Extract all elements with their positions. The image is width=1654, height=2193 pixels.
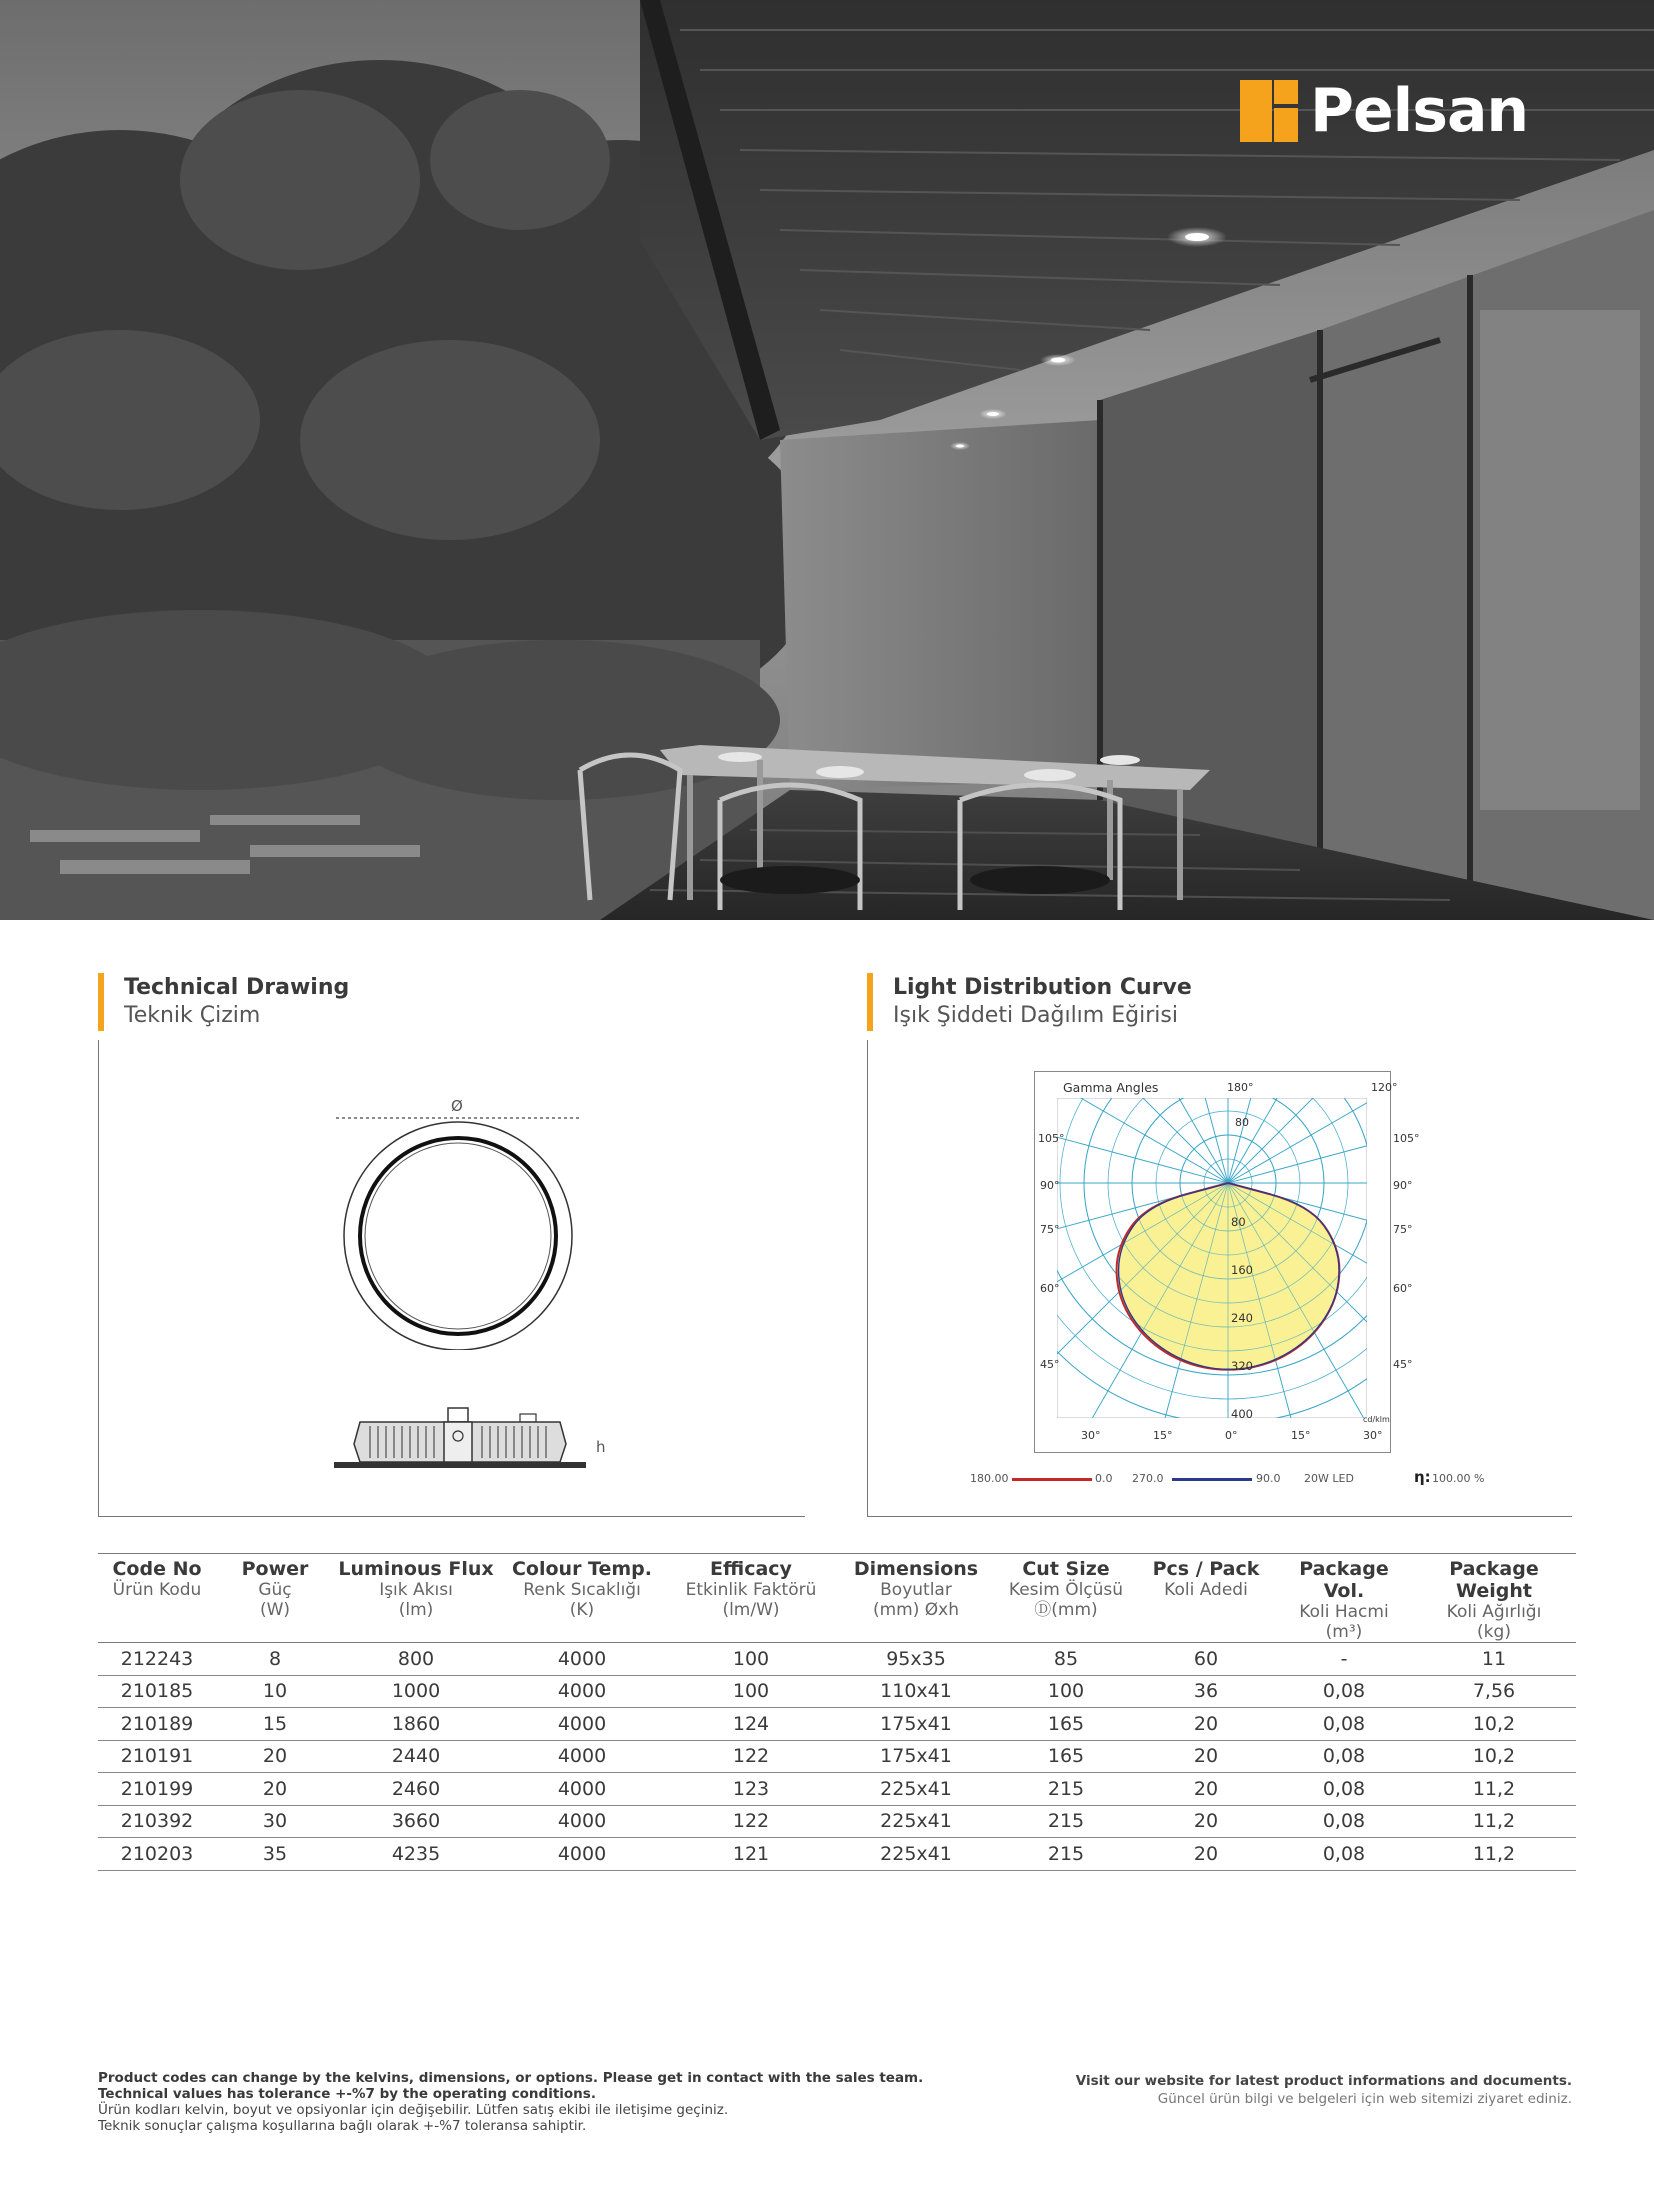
radial-value-240: 240 xyxy=(1231,1311,1253,1325)
angle-top-120: 120° xyxy=(1371,1081,1398,1094)
column-header-en: Code No xyxy=(112,1558,202,1580)
table-cell: 0,08 xyxy=(1276,1740,1412,1773)
angle-bottom-15-right: 15° xyxy=(1291,1429,1311,1442)
column-header xyxy=(98,1554,216,1643)
legend-blue-start: 270.0 xyxy=(1132,1472,1164,1485)
table-cell: 210189 xyxy=(98,1708,216,1741)
column-header-en: Colour Temp. xyxy=(511,1558,652,1580)
table-row xyxy=(98,1805,1576,1838)
angle-right-45: 45° xyxy=(1393,1358,1413,1371)
radial-value-400: 400 xyxy=(1231,1407,1253,1421)
column-header-en: Power xyxy=(241,1558,309,1580)
table-cell: 800 xyxy=(334,1643,498,1676)
column-header-tr: Boyutlar xyxy=(880,1580,952,1600)
angle-bottom-30-right: 30° xyxy=(1363,1429,1383,1442)
column-header-en: Package Vol. xyxy=(1299,1558,1389,1602)
table-cell: 175x41 xyxy=(836,1708,996,1741)
table-cell: 20 xyxy=(1136,1838,1276,1871)
table-cell: 7,56 xyxy=(1412,1675,1576,1708)
footer-disclaimer xyxy=(98,2070,998,2134)
table-cell: 165 xyxy=(996,1708,1136,1741)
table-cell: 20 xyxy=(1136,1708,1276,1741)
table-cell: 20 xyxy=(216,1740,334,1773)
table-cell: 2460 xyxy=(334,1773,498,1806)
footer-website-note xyxy=(980,2072,1572,2108)
column-header xyxy=(836,1554,996,1643)
column-header-en: Dimensions xyxy=(853,1558,979,1580)
table-row xyxy=(98,1675,1576,1708)
spec-table-body xyxy=(98,1643,1576,1871)
table-cell: 8 xyxy=(216,1643,334,1676)
table-cell: 0,08 xyxy=(1276,1805,1412,1838)
table-cell: 210199 xyxy=(98,1773,216,1806)
column-header-tr: Renk Sıcaklığı xyxy=(523,1580,641,1600)
table-cell: 10,2 xyxy=(1412,1740,1576,1773)
footer-website-en: Visit our website for latest product informations and documents. xyxy=(1075,2073,1572,2089)
legend-blue-line xyxy=(1172,1478,1252,1481)
angle-bottom-30-left: 30° xyxy=(1081,1429,1101,1442)
table-cell: 0,08 xyxy=(1276,1773,1412,1806)
angle-left-105: 105° xyxy=(1038,1132,1065,1145)
column-header-unit: (m³) xyxy=(1325,1622,1363,1642)
technical-drawing-side-view xyxy=(330,1400,590,1475)
table-cell: 2440 xyxy=(334,1740,498,1773)
column-header-tr: Işık Akısı xyxy=(379,1580,453,1600)
column-header-tr: Koli Adedi xyxy=(1164,1580,1248,1600)
table-cell: 4000 xyxy=(498,1740,666,1773)
table-cell: 122 xyxy=(666,1805,836,1838)
table-cell: 225x41 xyxy=(836,1805,996,1838)
pelsan-logo xyxy=(1240,78,1528,144)
column-header xyxy=(1276,1554,1412,1643)
polar-legend xyxy=(960,1470,1520,1490)
column-header-tr: Kesim Ölçüsü xyxy=(1008,1580,1124,1600)
table-cell: 4235 xyxy=(334,1838,498,1871)
angle-right-90: 90° xyxy=(1393,1179,1413,1192)
section-accent-bar xyxy=(98,973,104,1031)
unit-label: cd/klm xyxy=(1363,1415,1390,1424)
top-ring-value: 80 xyxy=(1235,1116,1249,1129)
legend-red-end: 0.0 xyxy=(1095,1472,1113,1485)
table-cell: 123 xyxy=(666,1773,836,1806)
table-row xyxy=(98,1708,1576,1741)
column-header xyxy=(996,1554,1136,1643)
polar-chart xyxy=(1035,1072,1389,1451)
angle-right-105: 105° xyxy=(1393,1132,1420,1145)
table-cell: 4000 xyxy=(498,1643,666,1676)
footer-en-line-2: Technical values has tolerance +-%7 by the operating conditions. xyxy=(98,2086,596,2102)
table-cell: 35 xyxy=(216,1838,334,1871)
column-header-tr: Ürün Kodu xyxy=(112,1580,202,1600)
pelsan-logo-mark-icon xyxy=(1240,80,1298,142)
table-cell: 100 xyxy=(666,1675,836,1708)
table-cell: 210185 xyxy=(98,1675,216,1708)
table-cell: 225x41 xyxy=(836,1773,996,1806)
table-row xyxy=(98,1643,1576,1676)
table-cell: 210392 xyxy=(98,1805,216,1838)
column-header-en: Pcs / Pack xyxy=(1152,1558,1260,1580)
table-cell: 36 xyxy=(1136,1675,1276,1708)
column-header xyxy=(216,1554,334,1643)
legend-red-line xyxy=(1012,1478,1092,1481)
table-cell: 4000 xyxy=(498,1675,666,1708)
footer-tr-line-2: Teknik sonuçlar çalışma koşullarına bağlı olarak +-%7 toleransa sahiptir. xyxy=(98,2118,587,2134)
table-row xyxy=(98,1773,1576,1806)
angle-left-90: 90° xyxy=(1040,1179,1060,1192)
angle-left-60: 60° xyxy=(1040,1282,1060,1295)
gamma-angles-label: Gamma Angles xyxy=(1063,1080,1159,1095)
light-curve-title: Light Distribution Curve xyxy=(893,975,1192,1000)
radial-value-160: 160 xyxy=(1231,1263,1253,1277)
legend-eta-value: 100.00 % xyxy=(1432,1472,1485,1485)
angle-bottom-15-left: 15° xyxy=(1153,1429,1173,1442)
column-header-unit: (W) xyxy=(259,1600,291,1620)
table-cell: 100 xyxy=(996,1675,1136,1708)
column-header-en: Efficacy xyxy=(710,1558,792,1580)
column-header-en: Package Weight xyxy=(1449,1558,1539,1602)
polar-chart-box xyxy=(1034,1071,1420,1453)
column-header xyxy=(1136,1554,1276,1643)
technical-drawing-top-view xyxy=(330,1090,590,1350)
table-cell: 4000 xyxy=(498,1838,666,1871)
table-cell: 175x41 xyxy=(836,1740,996,1773)
table-cell: 4000 xyxy=(498,1805,666,1838)
radial-value-80: 80 xyxy=(1231,1215,1246,1229)
table-cell: 11 xyxy=(1412,1643,1576,1676)
table-cell: 1860 xyxy=(334,1708,498,1741)
column-header-unit: Ⓓ(mm) xyxy=(1034,1600,1098,1620)
table-cell: 4000 xyxy=(498,1773,666,1806)
footer-en-line-1: Product codes can change by the kelvins, dimensions, or options. Please get in contact with the sales team. xyxy=(98,2070,924,2086)
technical-drawing-header xyxy=(98,973,798,1033)
table-cell: 0,08 xyxy=(1276,1675,1412,1708)
table-cell: 30 xyxy=(216,1805,334,1838)
table-cell: 10 xyxy=(216,1675,334,1708)
table-cell: - xyxy=(1276,1643,1412,1676)
angle-right-60: 60° xyxy=(1393,1282,1413,1295)
table-cell: 85 xyxy=(996,1643,1136,1676)
table-cell: 1000 xyxy=(334,1675,498,1708)
spec-table-header xyxy=(98,1554,1576,1643)
diameter-label: Ø xyxy=(451,1097,463,1115)
table-cell: 122 xyxy=(666,1740,836,1773)
table-row xyxy=(98,1838,1576,1871)
column-header-en: Luminous Flux xyxy=(338,1558,494,1580)
table-cell: 11,2 xyxy=(1412,1805,1576,1838)
column-header-unit: (K) xyxy=(569,1600,595,1620)
angle-right-75: 75° xyxy=(1393,1223,1413,1236)
column-header xyxy=(666,1554,836,1643)
table-cell: 225x41 xyxy=(836,1838,996,1871)
angle-left-45: 45° xyxy=(1040,1358,1060,1371)
table-cell: 3660 xyxy=(334,1805,498,1838)
technical-drawing-title: Technical Drawing xyxy=(124,975,350,1000)
column-header-tr: Koli Hacmi xyxy=(1299,1602,1389,1622)
technical-drawing-subtitle: Teknik Çizim xyxy=(124,1003,261,1028)
angle-top-180: 180° xyxy=(1227,1081,1254,1094)
table-cell: 215 xyxy=(996,1773,1136,1806)
footer-website-tr: Güncel ürün bilgi ve belgeleri için web sitemizi ziyaret ediniz. xyxy=(1157,2091,1572,2107)
table-cell: 15 xyxy=(216,1708,334,1741)
column-header-tr: Etkinlik Faktörü xyxy=(685,1580,817,1600)
footer-tr-line-1: Ürün kodları kelvin, boyut ve opsiyonlar için değişebilir. Lütfen satış ekibi ile iletişime geçiniz. xyxy=(98,2102,729,2118)
table-cell: 212243 xyxy=(98,1643,216,1676)
legend-lamp: 20W LED xyxy=(1304,1472,1354,1485)
table-cell: 110x41 xyxy=(836,1675,996,1708)
pelsan-logo-text: Pelsan xyxy=(1310,76,1529,146)
legend-eta-symbol: η: xyxy=(1414,1468,1431,1486)
table-cell: 215 xyxy=(996,1838,1136,1871)
table-cell: 20 xyxy=(1136,1773,1276,1806)
section-accent-bar xyxy=(867,973,873,1031)
table-cell: 165 xyxy=(996,1740,1136,1773)
table-cell: 100 xyxy=(666,1643,836,1676)
table-row xyxy=(98,1740,1576,1773)
column-header-unit: (lm) xyxy=(398,1600,434,1620)
light-curve-header xyxy=(867,973,1567,1033)
column-header-tr: Koli Ağırlığı xyxy=(1446,1602,1542,1622)
angle-left-75: 75° xyxy=(1040,1223,1060,1236)
height-label: h xyxy=(596,1438,606,1456)
table-cell: 60 xyxy=(1136,1643,1276,1676)
column-header xyxy=(1412,1554,1576,1643)
table-cell: 20 xyxy=(1136,1805,1276,1838)
table-cell: 4000 xyxy=(498,1708,666,1741)
table-cell: 215 xyxy=(996,1805,1136,1838)
column-header xyxy=(334,1554,498,1643)
table-cell: 210203 xyxy=(98,1838,216,1871)
table-cell: 124 xyxy=(666,1708,836,1741)
column-header-unit: (mm) Øxh xyxy=(872,1600,959,1620)
table-cell: 10,2 xyxy=(1412,1708,1576,1741)
table-cell: 11,2 xyxy=(1412,1773,1576,1806)
legend-blue-end: 90.0 xyxy=(1256,1472,1281,1485)
table-cell: 20 xyxy=(216,1773,334,1806)
legend-red-start: 180.00 xyxy=(970,1472,1009,1485)
column-header-tr: Güç xyxy=(258,1580,292,1600)
table-cell: 0,08 xyxy=(1276,1708,1412,1741)
table-cell: 0,08 xyxy=(1276,1838,1412,1871)
table-cell: 210191 xyxy=(98,1740,216,1773)
column-header-en: Cut Size xyxy=(1022,1558,1110,1580)
angle-bottom-0: 0° xyxy=(1225,1429,1238,1442)
column-header-unit: (lm/W) xyxy=(722,1600,780,1620)
light-curve-subtitle: Işık Şiddeti Dağılım Eğirisi xyxy=(893,1003,1178,1028)
table-cell: 95x35 xyxy=(836,1643,996,1676)
table-cell: 20 xyxy=(1136,1740,1276,1773)
spec-table xyxy=(98,1553,1576,1871)
radial-value-320: 320 xyxy=(1231,1359,1253,1373)
table-cell: 121 xyxy=(666,1838,836,1871)
table-cell: 11,2 xyxy=(1412,1838,1576,1871)
column-header-unit: (kg) xyxy=(1477,1622,1511,1642)
column-header xyxy=(498,1554,666,1643)
